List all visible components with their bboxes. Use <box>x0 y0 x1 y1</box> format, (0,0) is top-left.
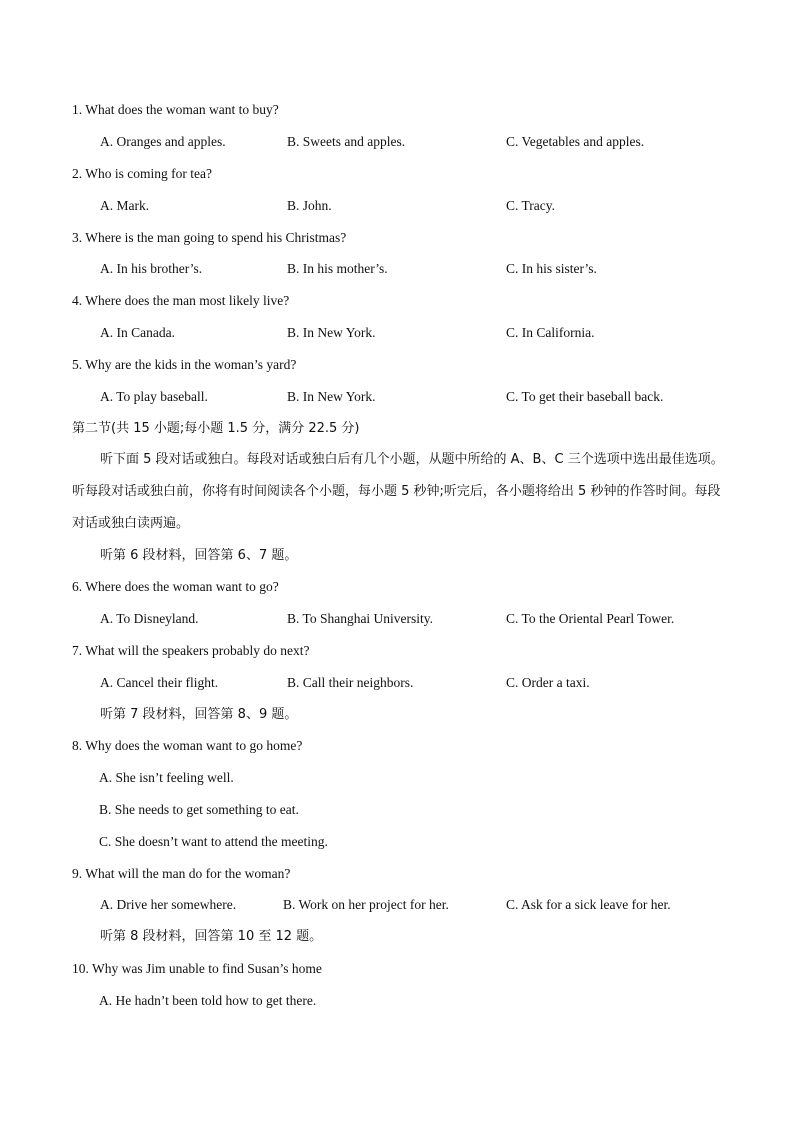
q2-option-a: A. Mark. <box>100 198 150 213</box>
q3-option-c: C. In his sister’s. <box>506 261 597 276</box>
q7-option-b: B. Call their neighbors. <box>287 675 414 690</box>
q8-option-b: B. She needs to get something to eat. <box>99 802 299 817</box>
q1-option-c: C. Vegetables and apples. <box>506 134 645 149</box>
question-8: 8. Why does the woman want to go home? <box>72 738 303 753</box>
q6-option-a: A. To Disneyland. <box>100 611 199 626</box>
q9-option-a: A. Drive her somewhere. <box>100 897 237 912</box>
question-1: 1. What does the woman want to buy? <box>72 102 279 117</box>
q1-option-a: A. Oranges and apples. <box>100 134 226 149</box>
q1-option-b: B. Sweets and apples. <box>287 134 406 149</box>
q7-option-c: C. Order a taxi. <box>506 675 590 690</box>
q2-option-b: B. John. <box>287 198 332 213</box>
q6-option-b: B. To Shanghai University. <box>287 611 434 626</box>
q6-option-c: C. To the Oriental Pearl Tower. <box>506 611 675 626</box>
q5-option-b: B. In New York. <box>287 389 376 404</box>
question-4: 4. Where does the man most likely live? <box>72 293 290 308</box>
q8-option-a: A. She isn’t feeling well. <box>99 770 234 785</box>
q9-option-c: C. Ask for a sick leave for her. <box>506 897 671 912</box>
question-10: 10. Why was Jim unable to find Susan’s home <box>72 961 322 976</box>
q5-option-a: A. To play baseball. <box>100 389 208 404</box>
q9-option-b: B. Work on her project for her. <box>283 897 449 912</box>
q3-option-a: A. In his brother’s. <box>100 261 203 276</box>
section-2-heading: 第二节(共 15 小题;每小题 1.5 分，满分 22.5 分) <box>72 421 360 436</box>
q4-option-c: C. In California. <box>506 325 595 340</box>
question-7: 7. What will the speakers probably do next? <box>72 643 310 658</box>
passage-6-intro: 听第 6 段材料，回答第 6、7 题。 <box>100 548 298 563</box>
q2-option-c: C. Tracy. <box>506 198 556 213</box>
question-5: 5. Why are the kids in the woman’s yard? <box>72 357 297 372</box>
question-9: 9. What will the man do for the woman? <box>72 866 291 881</box>
question-2: 2. Who is coming for tea? <box>72 166 212 181</box>
q4-option-b: B. In New York. <box>287 325 376 340</box>
question-3: 3. Where is the man going to spend his Christmas? <box>72 230 347 245</box>
q10-option-a: A. He hadn’t been told how to get there. <box>99 993 317 1008</box>
q7-option-a: A. Cancel their flight. <box>100 675 219 690</box>
question-6: 6. Where does the woman want to go? <box>72 579 279 594</box>
passage-8-intro: 听第 8 段材料，回答第 10 至 12 题。 <box>100 929 323 944</box>
q4-option-a: A. In Canada. <box>100 325 175 340</box>
q5-option-c: C. To get their baseball back. <box>506 389 664 404</box>
passage-7-intro: 听第 7 段材料，回答第 8、9 题。 <box>100 707 298 722</box>
section-2-instructions: 听下面 5 段对话或独白。每段对话或独白后有几个小题，从题中所给的 A、B、C 三个选项中选出最佳选项。听每段对话或独白前，你将有时间阅读各个小题，每小题 5 秒钟;听完后，各小题将给出 5 秒钟的作答时间。每段对话或独白读两遍。 <box>72 452 724 531</box>
q8-option-c: C. She doesn’t want to attend the meeting. <box>99 834 328 849</box>
q3-option-b: B. In his mother’s. <box>287 261 388 276</box>
